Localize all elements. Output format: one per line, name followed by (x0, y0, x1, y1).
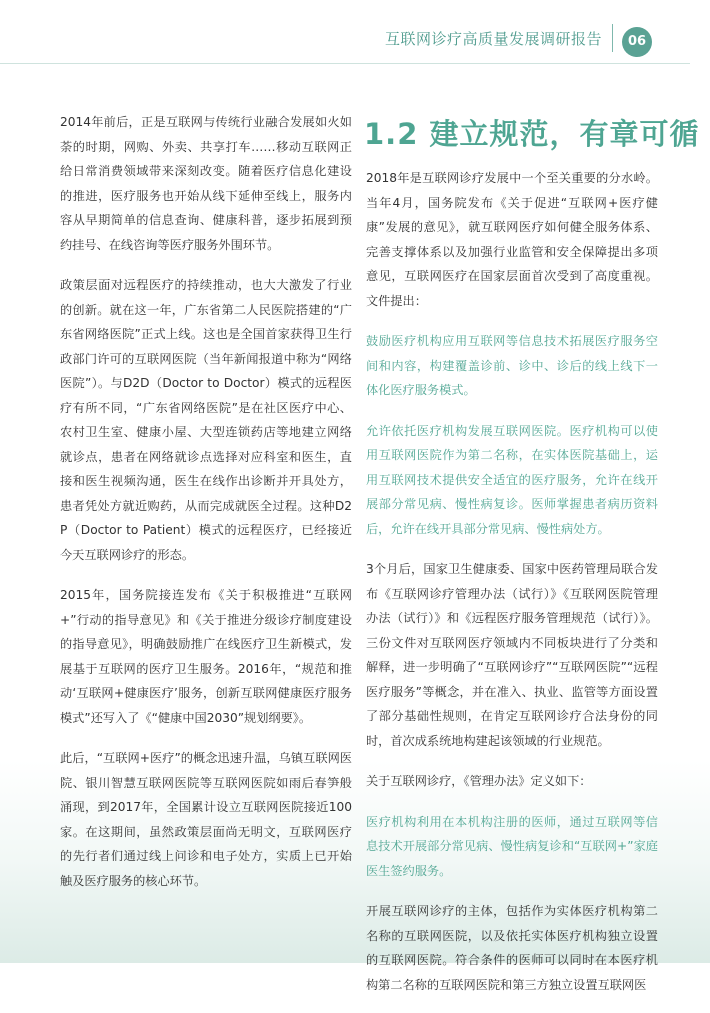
paragraph: 开展互联网诊疗的主体，包括作为实体医疗机构第二名称的互联网医院，以及依托实体医疗机构独立设置的互联网医院。符合条件的医师可以同时在本医疗机构第二名称的互联网医院和第三方独立设置互联网医 (366, 904, 658, 992)
paragraph: 2015年，国务院接连发布《关于积极推进“互联网+”行动的指导意见》和《关于推进分级诊疗制度建设的指导意见》，明确鼓励推广在线医疗卫生新模式，发展基于互联网的医疗卫生服务。2016年，“规范和推动‘互联网+健康医疗’服务，创新互联网健康医疗服务模式”还写入了《“健康中国2030”规划纲要》。 (60, 588, 352, 725)
header-rule (0, 63, 690, 64)
page-header (0, 0, 710, 64)
policy-quote: 允许依托医疗机构发展互联网医院。医疗机构可以使用互联网医院作为第二名称，在实体医院基础上，运用互联网技术提供安全适宜的医疗服务，允许在线开展部分常见病、慢性病复诊。医师掌握患者病历资料后，允许在线开具部分常见病、慢性病处方。 (366, 423, 658, 536)
paragraph: 3个月后，国家卫生健康委、国家中医药管理局联合发布《互联网诊疗管理办法（试行）》《互联网医院管理办法（试行）》和《远程医疗服务管理规范（试行）》。三份文件对互联网医疗领域内不同板块进行了分类和解释，进一步明确了“互联网诊疗”“互联网医院”“远程医疗服务”等概念，并在准入、执业、监管等方面设置了部分基础性规则，在肯定互联网诊疗合法身份的同时，首次成系统地构建起该领域的行业规范。 (366, 562, 658, 748)
policy-quote: 鼓励医疗机构应用互联网等信息技术拓展医疗服务空间和内容，构建覆盖诊前、诊中、诊后的线上线下一体化医疗服务模式。 (366, 334, 658, 397)
report-title: 互联网诊疗高质量发展调研报告 (384, 30, 602, 48)
paragraph: 2014年前后，正是互联网与传统行业融合发展如火如荼的时期，网购、外卖、共享打车……移动互联网正给日常消费领域带来深刻改变。随着医疗信息化建设的推进，医疗服务也开始从线下延伸至线上，服务内容从早期简单的信息查询、健康科普，逐步拓展到预约挂号、在线咨询等医疗服务外围环节。 (60, 115, 352, 252)
paragraph: 关于互联网诊疗，《管理办法》定义如下： (366, 774, 592, 788)
page-number-badge: 06 (622, 27, 652, 57)
paragraph: 2018年是互联网诊疗发展中一个至关重要的分水岭。当年4月，国务院发布《关于促进“互联网+医疗健康”发展的意见》，就互联网医疗如何健全服务体系、完善支撑体系以及加强行业监管和安全保障提出多项意见，互联网医疗在国家层面首次受到了高度重视。文件提出： (366, 171, 658, 308)
header-divider (612, 24, 613, 52)
paragraph: 政策层面对远程医疗的持续推动，也大大激发了行业的创新。就在这一年，广东省第二人民医院搭建的“广东省网络医院”正式上线。这也是全国首家获得卫生行政部门许可的互联网医院（当年新闻报道中称为“网络医院”）。与D2D（Doctor to Doctor）模式的远程医疗有所不同，“广东省网络医院”是在社区医疗中心、农村卫生室、健康小屋、大型连锁药店等地建立网络就诊点，患者在网络就诊点选择对应科室和医生，直接和医生视频沟通，医生在线作出诊断并开具处方，患者凭处方就近购药，从而完成就医全过程。这种D2P（Doctor to Patient）模式的远程医疗，已经接近今天互联网诊疗的形态。 (60, 278, 352, 562)
right-column (366, 166, 658, 1013)
definition-quote: 医疗机构利用在本机构注册的医师，通过互联网等信息技术开展部分常见病、慢性病复诊和“互联网+”家庭医生签约服务。 (366, 814, 658, 878)
paragraph: 此后，“互联网+医疗”的概念迅速升温，乌镇互联网医院、银川智慧互联网医院等互联网医院如雨后春笋般涌现，到2017年，全国累计设立互联网医院接近100家。在这期间，虽然政策层面尚无明文，互联网医疗的先行者们通过线上问诊和电子处方，实质上已开始触及医疗服务的核心环节。 (60, 751, 352, 888)
left-column (60, 110, 352, 909)
section-title: 1.2 建立规范，有章可循 (364, 117, 700, 151)
